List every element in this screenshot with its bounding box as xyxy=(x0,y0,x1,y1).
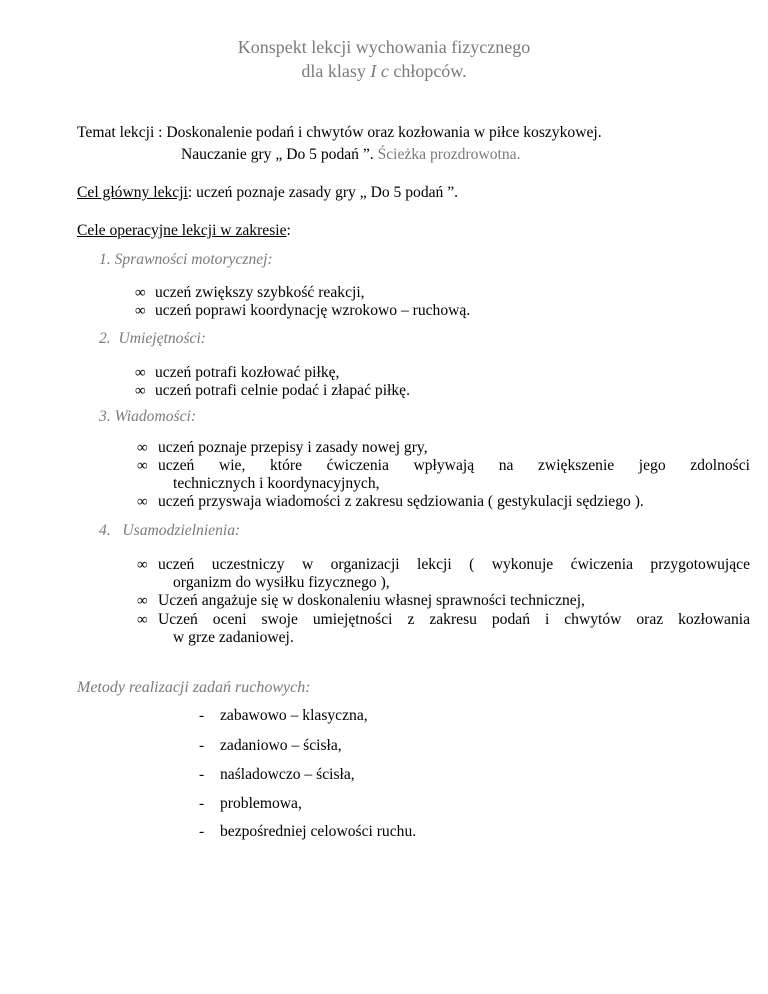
section-title: Umiejętności: xyxy=(118,330,206,347)
section-title: Sprawności motorycznej: xyxy=(114,251,273,268)
operational-goals-colon: : xyxy=(286,222,291,239)
operational-goals-label: Cele operacyjne lekcji w zakresie xyxy=(77,222,287,239)
dash-bullet-icon: - xyxy=(199,823,205,840)
main-goal-text: : uczeń poznaje zasady gry „ Do 5 podań ”. xyxy=(187,184,459,201)
section-number: 1. xyxy=(99,251,111,268)
dash-bullet-icon: - xyxy=(199,795,205,812)
list-item: uczeń poprawi koordynację wzrokowo – ruchową. xyxy=(155,302,471,319)
infinity-bullet-icon: ∞ xyxy=(135,303,146,319)
dash-bullet-icon: - xyxy=(199,737,205,754)
list-item: uczeń potrafi kozłować piłkę, xyxy=(155,364,340,381)
infinity-bullet-icon: ∞ xyxy=(137,458,148,474)
dash-bullet-icon: - xyxy=(199,707,205,724)
list-item: uczeń poznaje przepisy i zasady nowej gry, xyxy=(158,439,428,456)
section-4-heading xyxy=(99,522,240,540)
method-item: problemowa, xyxy=(220,795,302,812)
method-item: zadaniowo – ścisła, xyxy=(220,737,342,754)
list-item: uczeń wie, które ćwiczenia wpływają na zwiększenie jego zdolności xyxy=(158,457,750,474)
list-item: uczeń uczestniczy w organizacji lekcji ( wykonuje ćwiczenia przygotowujące xyxy=(158,556,750,573)
list-item: uczeń zwiększy szybkość reakcji, xyxy=(155,284,365,301)
section-title: Usamodzielnienia: xyxy=(122,522,241,539)
list-item: Uczeń oceni swoje umiejętności z zakresu podań i chwytów oraz kozłowania xyxy=(158,611,750,628)
topic-game: Nauczanie gry „ Do 5 podań ”. xyxy=(181,146,378,163)
method-item: naśladowczo – ścisła, xyxy=(220,766,355,783)
operational-goals-heading xyxy=(77,222,291,240)
list-item: uczeń przyswaja wiadomości z zakresu sędziowania ( gestykulacji sędziego ). xyxy=(158,493,644,510)
list-item-continuation: w grze zadaniowej. xyxy=(173,629,294,646)
methods-heading: Metody realizacji zadań ruchowych: xyxy=(77,679,311,696)
list-item-continuation: organizm do wysiłku fizycznego ), xyxy=(173,574,390,591)
infinity-bullet-icon: ∞ xyxy=(135,285,146,301)
section-number: 2. xyxy=(99,330,111,347)
title-class-suffix: chłopców. xyxy=(388,61,467,81)
topic-line2 xyxy=(181,146,520,164)
infinity-bullet-icon: ∞ xyxy=(135,383,146,399)
topic-line1 xyxy=(77,124,602,142)
section-number: 4. xyxy=(99,522,111,539)
topic-text: Doskonalenie podań i chwytów oraz kozłowania w piłce koszykowej. xyxy=(166,124,602,141)
infinity-bullet-icon: ∞ xyxy=(137,593,148,609)
section-2-heading xyxy=(99,330,206,348)
title-class-name: I c xyxy=(370,61,389,81)
method-item: zabawowo – klasyczna, xyxy=(220,707,368,724)
main-goal xyxy=(77,184,458,202)
section-3-heading xyxy=(99,408,196,426)
infinity-bullet-icon: ∞ xyxy=(135,365,146,381)
list-item: uczeń potrafi celnie podać i złapać piłkę. xyxy=(155,382,410,399)
infinity-bullet-icon: ∞ xyxy=(137,494,148,510)
infinity-bullet-icon: ∞ xyxy=(137,557,148,573)
infinity-bullet-icon: ∞ xyxy=(137,612,148,628)
topic-health-path: Ścieżka prozdrowotna. xyxy=(377,146,521,163)
title-class-prefix: dla klasy xyxy=(301,61,371,81)
section-number: 3. xyxy=(99,408,111,425)
topic-label: Temat lekcji : xyxy=(77,124,167,141)
main-goal-label: Cel główny lekcji xyxy=(77,184,188,201)
infinity-bullet-icon: ∞ xyxy=(137,440,148,456)
document-title-line1: Konspekt lekcji wychowania fizycznego xyxy=(237,37,531,57)
method-item: bezpośredniej celowości ruchu. xyxy=(220,823,417,840)
section-title: Wiadomości: xyxy=(114,408,197,425)
dash-bullet-icon: - xyxy=(199,766,205,783)
list-item-continuation: technicznych i koordynacyjnych, xyxy=(173,475,380,492)
section-1-heading xyxy=(99,251,273,269)
list-item: Uczeń angażuje się w doskonaleniu własnej sprawności technicznej, xyxy=(158,592,585,609)
document-title-line2 xyxy=(0,61,768,82)
